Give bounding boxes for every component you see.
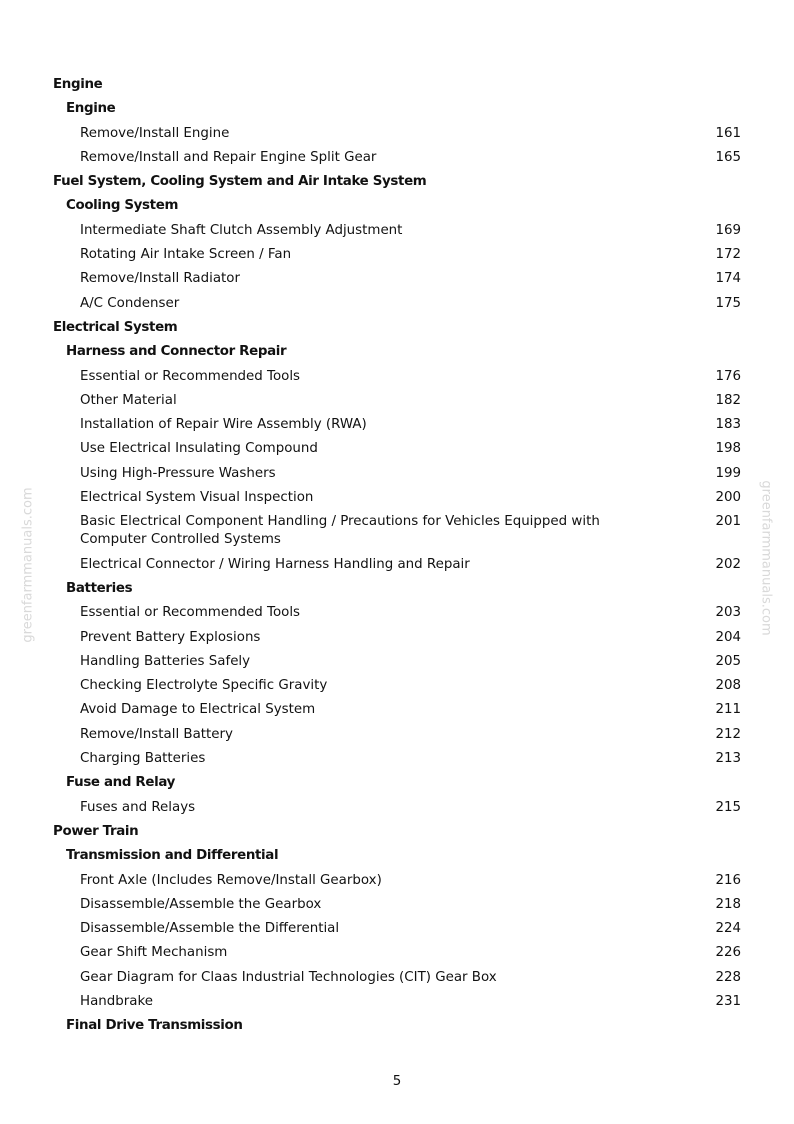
toc-entry-row[interactable]: [0, 726, 794, 744]
toc-subsection-row: [0, 774, 794, 792]
toc-entry-title: Handbrake: [80, 993, 153, 1009]
toc-entry-title: Basic Electrical Component Handling / Precautions for Vehicles Equipped with Computer Controlled Systems: [80, 514, 600, 548]
toc-page-number: 215: [715, 799, 741, 815]
toc-page-number: 213: [715, 751, 741, 767]
toc-entry-title: Prevent Battery Explosions: [80, 629, 261, 645]
toc-page-number: 212: [715, 726, 741, 742]
toc-entry-row[interactable]: [0, 513, 794, 549]
toc-section-title: Electrical System: [53, 319, 178, 335]
toc-entry-row[interactable]: [0, 440, 794, 458]
watermark-right: greenfarmmanuals.com: [758, 480, 774, 636]
toc-entry-title: Electrical Connector / Wiring Harness Handling and Repair: [80, 556, 470, 572]
toc-page-number: 201: [715, 514, 741, 530]
toc-page-number: 226: [715, 945, 741, 961]
toc-entry-title: Charging Batteries: [80, 751, 206, 767]
toc-entry-row[interactable]: [0, 920, 794, 938]
toc-page-number: 216: [715, 872, 741, 888]
toc-entry-row[interactable]: [0, 993, 794, 1011]
toc-section-row: [0, 76, 794, 94]
toc-entry-title: Checking Electrolyte Specific Gravity: [80, 678, 328, 694]
toc-subsection-row: [0, 343, 794, 361]
toc-page-number: 224: [715, 921, 741, 937]
toc-page-number: 176: [715, 368, 741, 384]
toc-entry-title: Remove/Install and Repair Engine Split Gear: [80, 149, 377, 165]
toc-section-title: Power Train: [53, 823, 139, 839]
toc-section-title: Engine: [53, 77, 103, 92]
toc-subsection-title: Fuse and Relay: [66, 775, 175, 791]
toc-section-row: [0, 319, 794, 337]
toc-entry-title: Remove/Install Radiator: [80, 271, 241, 287]
toc-entry-row[interactable]: [0, 629, 794, 647]
toc-entry-row[interactable]: [0, 556, 794, 574]
watermark-left: greenfarmmanuals.com: [20, 487, 36, 643]
toc-page-number: 204: [715, 629, 741, 645]
toc-entry-row[interactable]: [0, 944, 794, 962]
toc-section-row: [0, 173, 794, 191]
toc-entry-row[interactable]: [0, 896, 794, 914]
toc-entry-title: Avoid Damage to Electrical System: [80, 702, 316, 718]
toc-entry-title: Use Electrical Insulating Compound: [80, 441, 318, 457]
toc-entry-title: Disassemble/Assemble the Differential: [80, 921, 340, 937]
toc-entry-title: Disassemble/Assemble the Gearbox: [80, 896, 322, 912]
toc-page-number: 205: [715, 653, 741, 669]
toc-subsection-row: [0, 100, 794, 118]
toc-subsection-title: Engine: [66, 101, 116, 117]
toc-entry-row[interactable]: [0, 416, 794, 434]
toc-subsection-title: Transmission and Differential: [66, 848, 279, 864]
toc-section-title: Fuel System, Cooling System and Air Intake System: [53, 174, 427, 190]
toc-page-number: 175: [715, 295, 741, 311]
toc-entry-row[interactable]: [0, 653, 794, 671]
toc-page-number: 199: [715, 465, 741, 481]
toc-entry-title: Front Axle (Includes Remove/Install Gearbox): [80, 872, 382, 888]
toc-entry-title: Fuses and Relays: [80, 799, 196, 815]
toc-subsection-row: [0, 580, 794, 598]
toc-page-number: 228: [715, 969, 741, 985]
toc-entry-row[interactable]: [0, 392, 794, 410]
toc-subsection-row: [0, 197, 794, 215]
toc-subsection-title: Cooling System: [66, 198, 179, 214]
toc-page-number: 174: [715, 271, 741, 287]
toc-entry-row[interactable]: [0, 295, 794, 313]
toc-entry-title: Using High-Pressure Washers: [80, 465, 276, 481]
toc-entry-title: Intermediate Shaft Clutch Assembly Adjustment: [80, 222, 403, 238]
toc-entry-title: Other Material: [80, 392, 177, 408]
toc-subsection-title: Final Drive Transmission: [66, 1018, 243, 1034]
toc-entry-row[interactable]: [0, 270, 794, 288]
toc-entry-row[interactable]: [0, 489, 794, 507]
toc-entry-row[interactable]: [0, 222, 794, 240]
toc-entry-title: Handling Batteries Safely: [80, 653, 251, 669]
toc-subsection-row: [0, 1017, 794, 1035]
toc-entry-row[interactable]: [0, 701, 794, 719]
toc-entry-title: Gear Diagram for Claas Industrial Technologies (CIT) Gear Box: [80, 969, 497, 985]
toc-section-row: [0, 823, 794, 841]
page-number: 5: [392, 1074, 402, 1089]
toc-page-number: 203: [715, 605, 741, 621]
toc-page-number: 208: [715, 678, 741, 694]
toc-entry-row[interactable]: [0, 604, 794, 622]
toc-entry-row[interactable]: [0, 465, 794, 483]
toc-page-number: 161: [715, 125, 741, 141]
toc-page-number: 218: [715, 896, 741, 912]
table-of-contents: [0, 76, 794, 1042]
toc-entry-title: A/C Condenser: [80, 295, 180, 311]
toc-entry-title: Rotating Air Intake Screen / Fan: [80, 247, 292, 263]
toc-page-number: 231: [715, 993, 741, 1009]
toc-entry-row[interactable]: [0, 969, 794, 987]
toc-entry-row[interactable]: [0, 799, 794, 817]
toc-entry-title: Essential or Recommended Tools: [80, 605, 301, 621]
toc-entry-row[interactable]: [0, 246, 794, 264]
toc-page-number: 169: [715, 222, 741, 238]
toc-page-number: 198: [715, 441, 741, 457]
toc-subsection-title: Batteries: [66, 580, 133, 596]
toc-page-number: 200: [715, 490, 741, 506]
toc-entry-title: Gear Shift Mechanism: [80, 945, 228, 961]
toc-page-number: 182: [715, 392, 741, 408]
toc-entry-row[interactable]: [0, 125, 794, 143]
toc-entry-row[interactable]: [0, 872, 794, 890]
toc-entry-row[interactable]: [0, 677, 794, 695]
toc-subsection-row: [0, 847, 794, 865]
toc-entry-title: Essential or Recommended Tools: [80, 368, 301, 384]
toc-page-number: 211: [715, 702, 741, 718]
toc-page-number: 165: [715, 149, 741, 165]
toc-entry-row[interactable]: [0, 368, 794, 386]
toc-subsection-title: Harness and Connector Repair: [66, 344, 287, 360]
toc-entry-title: Remove/Install Engine: [80, 125, 230, 141]
toc-entry-row[interactable]: [0, 149, 794, 167]
toc-entry-title: Remove/Install Battery: [80, 726, 233, 742]
toc-page-number: 172: [715, 247, 741, 263]
toc-entry-row[interactable]: [0, 750, 794, 768]
toc-page-number: 202: [715, 556, 741, 572]
toc-page-number: 183: [715, 417, 741, 433]
toc-entry-title: Electrical System Visual Inspection: [80, 490, 314, 506]
toc-entry-title: Installation of Repair Wire Assembly (RWA): [80, 417, 367, 433]
